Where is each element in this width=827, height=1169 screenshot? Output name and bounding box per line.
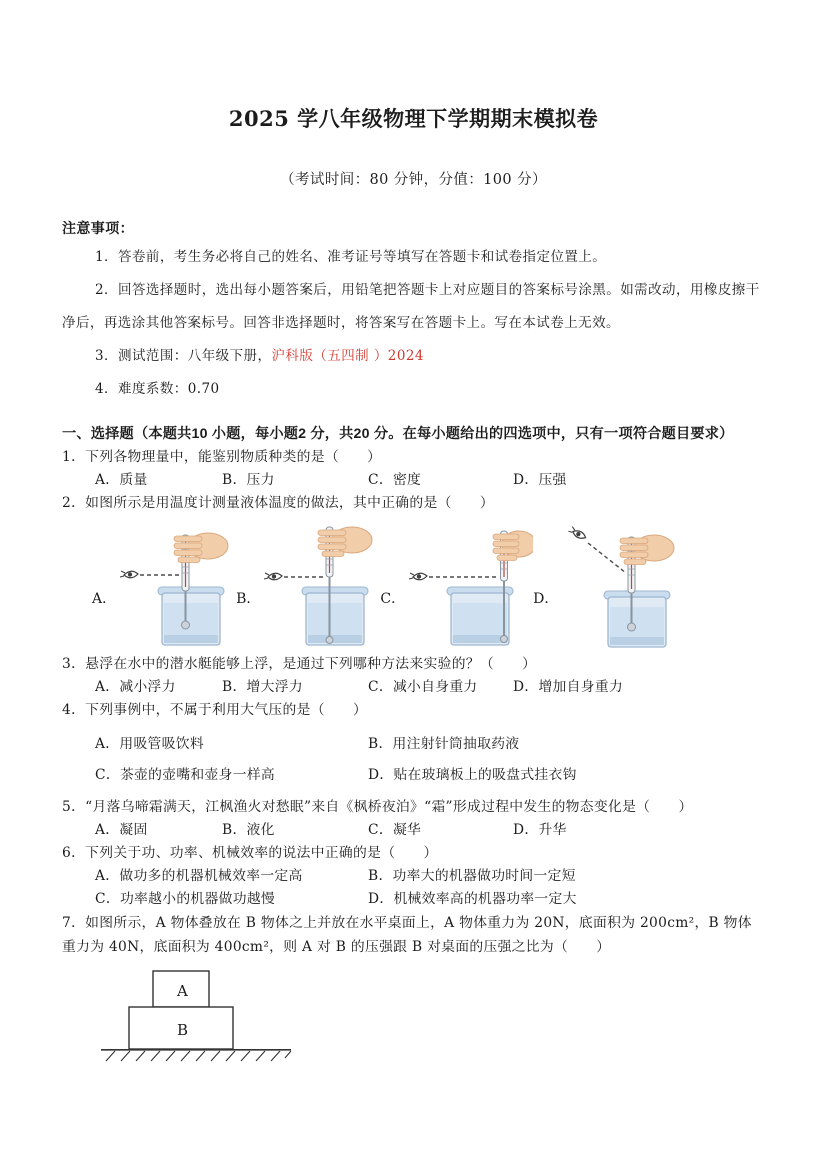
hand-icon: [620, 535, 674, 565]
question-6-options: [95, 865, 765, 911]
option-d: D．贴在玻璃板上的吸盘式挂衣钩: [368, 767, 577, 783]
option-b: B．用注射针筒抽取药液: [368, 736, 520, 752]
question-7-figure: [95, 967, 765, 1067]
panel-d-label: D．: [533, 591, 559, 607]
eye-icon: [409, 573, 427, 580]
hand-icon: [318, 527, 372, 557]
option-a: A．质量: [95, 472, 148, 488]
thermometer-panel-c: [380, 519, 533, 651]
notice-item-1: 1．答卷前，考生务必将自己的姓名、准考证号等填写在答题卡和试卷指定位置上。: [95, 249, 607, 265]
beaker: [604, 591, 670, 647]
eye-icon: [568, 526, 587, 541]
question-3-stem: 3．悬浮在水中的潜水艇能够上浮，是通过下列哪种方法来实验的？（ ）: [62, 656, 537, 672]
page-title: 2025 学八年级物理下学期期末模拟卷: [228, 106, 599, 131]
question-3-options: [95, 676, 765, 699]
option-c: C．茶壶的壶嘴和壶身一样高: [95, 767, 276, 783]
option-b: B．功率大的机器做功时间一定短: [368, 868, 576, 884]
option-d: D．机械效率高的机器功率一定大: [368, 891, 577, 907]
hand-icon: [174, 533, 228, 563]
question-1-options: [95, 469, 765, 492]
thermometer-panel-a: [92, 519, 236, 651]
notice-3-highlight: 沪科版（五四制 ）2024: [271, 348, 424, 364]
thermometer-in-beaker-correct-illustration: [118, 519, 236, 651]
option-d: D．增加自身重力: [513, 679, 624, 695]
notice-3-prefix: 3．测试范围：八年级下册，: [95, 348, 272, 364]
beaker: [158, 587, 224, 645]
stacked-blocks-illustration: [95, 967, 305, 1063]
notice-item-3: [62, 340, 765, 373]
question-4-options: [95, 732, 765, 787]
option-b: B．增大浮力: [222, 679, 303, 695]
thermometer-panel-d: [533, 519, 686, 651]
question-2-stem: 2．如图所示是用温度计测量液体温度的做法，其中正确的是（ ）: [62, 495, 494, 511]
eye-icon: [120, 571, 138, 578]
option-c: C．减小自身重力: [368, 679, 478, 695]
question-7-stem: 7．如图所示，A 物体叠放在 B 物体之上并放在水平桌面上，A 物体重力为 20N，底面积为 200cm²，B 物体重力为 40N，底面积为 400cm²，则 A 对 B 的压强跟 B 对桌面的压强之比为（ ）: [62, 915, 752, 955]
question-6-stem: 6．下列关于功、功率、机械效率的说法中正确的是（ ）: [62, 845, 438, 861]
ground-hatching: [106, 1051, 291, 1061]
option-c: C．密度: [368, 472, 422, 488]
question-1-stem: 1．下列各物理量中，能鉴别物质种类的是（ ）: [62, 449, 382, 465]
option-d: D．压强: [513, 472, 567, 488]
panel-c-label: C．: [380, 591, 406, 607]
notice-item-4: 4．难度系数：0.70: [95, 381, 220, 397]
hand-icon: [493, 531, 533, 561]
notice-item-2: 2．回答选择题时，选出每小题答案后，用铅笔把答题卡上对应题目的答案标号涂黑。如需改动，用橡皮擦干净后，再选涂其他答案标号。回答非选择题时，将答案写在答题卡上。写在本试卷上无效。: [62, 282, 760, 331]
option-c: C．功率越小的机器做功越慢: [95, 891, 276, 907]
option-b: B．液化: [222, 822, 275, 838]
panel-b-label: B．: [236, 591, 261, 607]
beaker: [302, 587, 368, 645]
notices-heading: 注意事项：: [62, 221, 134, 237]
option-d: D．升华: [513, 822, 567, 838]
option-b: B．压力: [222, 472, 275, 488]
option-a: A．用吸管吸饮料: [95, 736, 204, 752]
exam-info-line: （考试时间：80 分钟，分值：100 分）: [280, 172, 547, 188]
thermometer-touching-bottom-illustration: [262, 519, 380, 651]
question-5-options: [95, 819, 765, 842]
block-b-label: B: [177, 1021, 189, 1039]
exam-content: [62, 0, 765, 1067]
panel-a-label: A．: [92, 591, 117, 607]
question-2-figure: [92, 519, 765, 651]
thermometer-panel-b: [236, 519, 380, 651]
option-a: A．凝固: [95, 822, 148, 838]
section-1-heading: 一、选择题（本题共10 小题，每小题2 分，共20 分。在每小题给出的四选项中，只有一项符合题目要求）: [62, 426, 734, 442]
option-a: A．减小浮力: [95, 679, 176, 695]
question-4-stem: 4．下列事例中，不属于利用大气压的是（ ）: [62, 702, 368, 718]
question-5-stem: 5．“月落乌啼霜满天，江枫渔火对愁眠”来自《枫桥夜泊》“霜”形成过程中发生的物态变化是（ ）: [62, 799, 693, 815]
eye-icon: [264, 573, 282, 580]
thermometer-touching-wall-illustration: [407, 519, 533, 651]
option-a: A．做功多的机器机械效率一定高: [95, 868, 303, 884]
thermometer-eye-at-angle-illustration: [560, 519, 686, 651]
option-c: C．凝华: [368, 822, 422, 838]
block-a-label: A: [177, 982, 188, 1000]
